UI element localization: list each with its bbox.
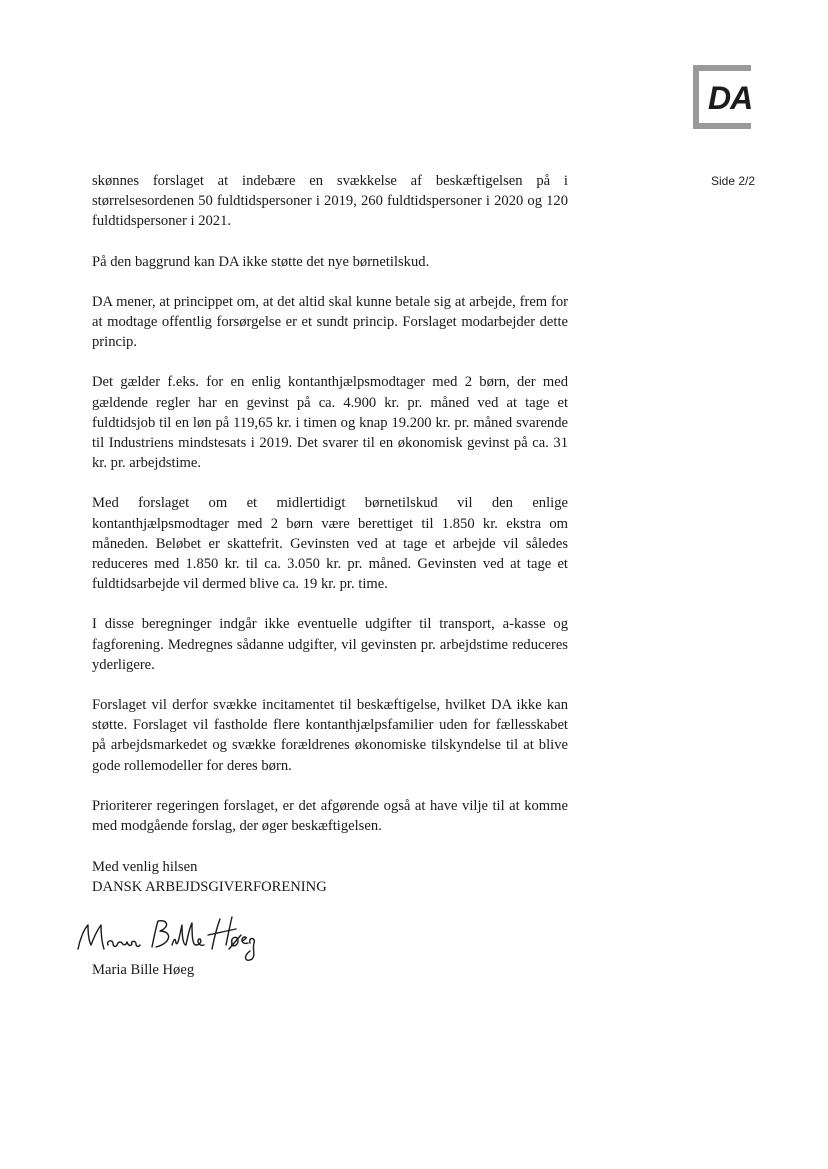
paragraph-2: På den baggrund kan DA ikke støtte det nye børnetilskud.	[92, 253, 430, 270]
page-number: Side 2/2	[711, 174, 756, 188]
paragraph-6: I disse beregninger indgår ikke eventuelle udgifter til transport, a-kasse og fagforening. Medregnes sådanne udgifter, vil gevinsten pr. arbejdstime reduceres yderligere.	[92, 616, 568, 673]
paragraph-7: Forslaget vil derfor svække incitamentet til beskæftigelse, hvilket DA ikke kan støtte. Forslaget vil fastholde flere kontanthjælpsfamilier uden for fællesskabet på arbejdsmarkedet og svække forældrenes økonomiske tilskyndelse til at blive gode rollemodeller for deres børn.	[92, 697, 568, 774]
logo-text: DA	[708, 80, 753, 116]
paragraph-8: Prioriterer regeringen forslaget, er det afgørende også at have vilje til at komme med modgående forslag, der øger beskæftigelsen.	[92, 797, 568, 835]
da-logo	[693, 65, 757, 133]
organization-name: DANSK ARBEJDSGIVERFORENING	[92, 879, 327, 895]
paragraph-4: Det gælder f.eks. for en enlig kontanthjælpsmodtager med 2 børn, der med gældende regler har en gevinst på ca. 4.900 kr. pr. måned ved at tage et fuldtidsjob til en løn på 119,65 kr. i timen og knap 19.200 kr. pr. måned svarende til Industriens mindstesats i 2019. Det svarer til en økonomisk gevinst på ca. 31 kr. pr. arbejdstime.	[92, 374, 568, 472]
paragraph-5: Med forslaget om et midlertidigt børnetilskud vil den enlige kontanthjælpsmodtager med 2 børn være berettiget til 1.850 kr. ekstra om måneden. Beløbet er skattefrit. Gevinsten ved at tage et arbejde vil således reduceres med 1.850 kr. til ca. 3.050 kr. pr. måned. Gevinsten ved at tage et fuldtidsarbejde vil dermed blive ca. 19 kr. pr. time.	[92, 495, 568, 593]
letter-body	[92, 171, 568, 856]
signer-name: Maria Bille Høeg	[92, 962, 195, 978]
handwritten-signature	[72, 905, 262, 965]
greeting: Med venlig hilsen	[92, 859, 198, 875]
closing	[92, 857, 327, 897]
paragraph-1: skønnes forslaget at indebære en svækkelse af beskæftigelsen på i størrelsesordenen 50 fuldtidspersoner i 2019, 260 fuldtidspersoner i 2020 og 120 fuldtidspersoner i 2021.	[92, 173, 568, 230]
paragraph-3: DA mener, at princippet om, at det altid skal kunne betale sig at arbejde, frem for at modtage offentlig forsørgelse er et sundt princip. Forslaget modarbejder dette princip.	[92, 293, 568, 351]
